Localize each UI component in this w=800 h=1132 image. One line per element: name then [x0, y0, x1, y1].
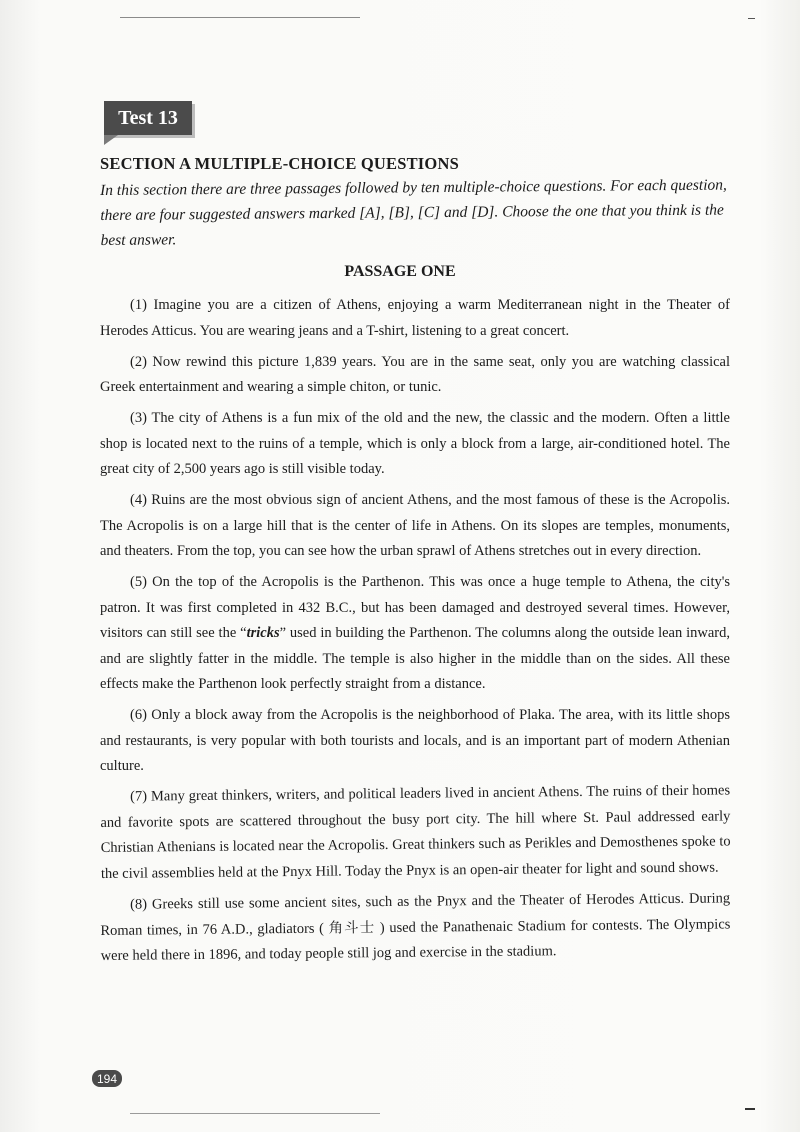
passage-title: PASSAGE ONE: [344, 263, 456, 280]
paragraph-1: (1) Imagine you are a citizen of Athens, enjoying a warm Mediterranean night in the Theater of Herodes Atticus. You are wearing jeans and a T-shirt, listening to a great concert.: [100, 297, 730, 339]
section-heading: SECTION A MULTIPLE-CHOICE QUESTIONS: [100, 154, 459, 173]
emphasized-word: tricks: [246, 625, 280, 641]
bottom-corner-mark: [745, 1108, 755, 1110]
test-badge: Test 13: [104, 101, 192, 135]
instructions: In this section there are three passages followed by ten multiple-choice questions. For each question, there are four suggested answers marked [A], [B], [C] and [D]. Choose the one that you think is the best answer.: [100, 176, 727, 249]
paragraph-8: (8) Greeks still use some ancient sites, such as the Pnyx and the Theater of Herodes Atticus. During Roman times, in 76 A.D., gladiators ( 角斗士 ) used the Panathenaic Stadium for contests. The Olympics were held there in 1896, and today people still jog and exercise in the stadium.: [100, 889, 731, 964]
paragraph-6: (6) Only a block away from the Acropolis is the neighborhood of Plaka. The area, with its little shops and restaurants, is very popular with both tourists and locals, and is an important part of modern Athenian culture.: [100, 707, 730, 774]
top-corner-mark: [748, 18, 755, 19]
page-number: 194: [92, 1070, 122, 1087]
top-rule: [120, 17, 360, 18]
paragraph-5: (5) On the top of the Acropolis is the Parthenon. This was once a huge temple to Athena, the city's patron. It was first completed in 432 B.C., but has been damaged and destroyed several times. However, visitors can still see the “tricks” used in building the Parthenon. The columns along the outside lean inward, and are slightly fatter in the middle. The temple is also higher in the middle than on the sides. All these effects make the Parthenon look perfectly straight from a distance.: [100, 574, 730, 692]
paragraph-7: (7) Many great thinkers, writers, and political leaders lived in ancient Athens. The ruins of their homes and favorite spots are scattered throughout the busy port city. The hill where St. Paul addressed early Christian Athenians is located near the Acropolis. Great thinkers such as Perikles and Demosthenes spoke to the civil assemblies held at the Pnyx Hill. Today the Pnyx is an open-air theater for light and sound shows.: [100, 782, 731, 882]
paragraph-2: (2) Now rewind this picture 1,839 years. You are in the same seat, only you are watching classical Greek entertainment and wearing a simple chiton, or tunic.: [100, 353, 730, 395]
bottom-rule: [130, 1113, 380, 1114]
paragraph-3: (3) The city of Athens is a fun mix of the old and the new, the classic and the modern. Often a little shop is located next to the ruins of a temple, which is only a block from a large, air-conditioned hotel. The great city of 2,500 years ago is still visible today.: [100, 410, 730, 477]
paragraph-4: (4) Ruins are the most obvious sign of ancient Athens, and the most famous of these is the Acropolis. The Acropolis is on a large hill that is the center of life in Athens. On its slopes are temples, monuments, and theaters. From the top, you can see how the urban sprawl of Athens stretches out in every direction.: [100, 492, 730, 559]
passage-body: [100, 293, 730, 975]
badge-tail: [104, 135, 118, 145]
